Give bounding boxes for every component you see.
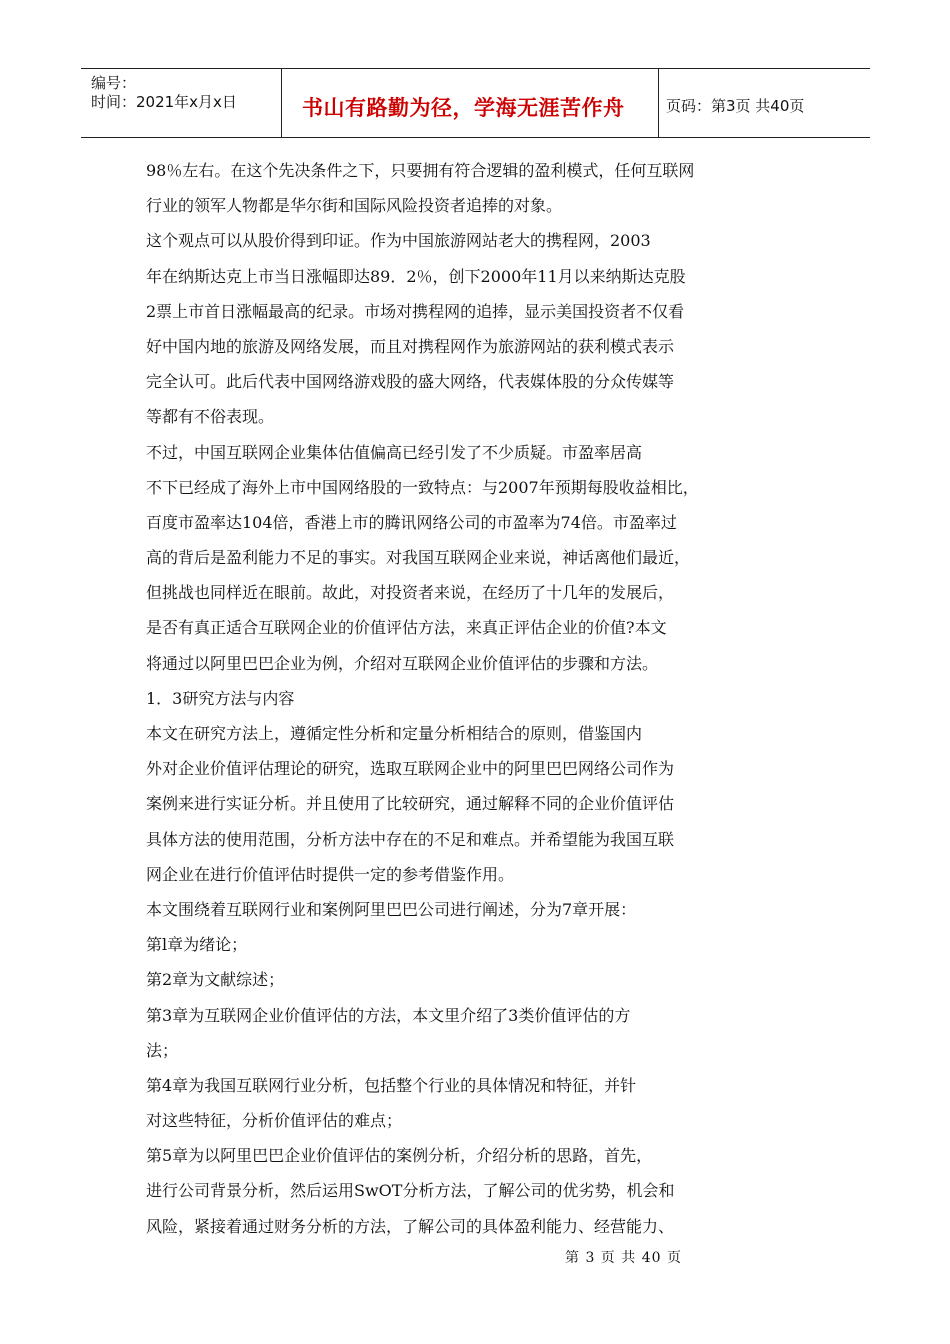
page-header [81, 68, 870, 138]
text-line: 百度市盈率达104倍，香港上市的腾讯网络公司的市盈率为74倍。市盈率过 [146, 512, 677, 532]
text-line: 将通过以阿里巴巴企业为例，介绍对互联网企业价值评估的步骤和方法。 [146, 653, 659, 673]
text-line: 是否有真正适合互联网企业的价值评估方法，来真正评估企业的价值?本文 [146, 618, 667, 638]
text-line: 本文围绕着互联网行业和案例阿里巴巴公司进行阐述，分为7章开展： [146, 899, 637, 919]
text-line: 网企业在进行价值评估时提供一定的参考借鉴作用。 [146, 864, 515, 884]
text-line: 完全认可。此后代表中国网络游戏股的盛大网络，代表媒体股的分众传媒等 [146, 372, 675, 392]
text-line: 法； [146, 1040, 179, 1060]
text-line: 第3章为互联网企业价值评估的方法，本文里介绍了3类价值评估的方 [146, 1005, 631, 1025]
text-line: 不过，中国互联网企业集体估值偏高已经引发了不少质疑。市盈率居高 [146, 442, 643, 462]
text-line: 高的背后是盈利能力不足的事实。对我国互联网企业来说，神话离他们最近， [146, 548, 691, 568]
text-line: 风险，紧接着通过财务分析的方法，了解公司的具体盈利能力、经营能力、 [146, 1216, 675, 1236]
text-line: 不下已经成了海外上市中国网络股的一致特点：与2007年预期每股收益相比， [146, 477, 699, 497]
header-page-info: 页码：第3页 共40页 [666, 97, 805, 115]
header-meta [81, 69, 281, 137]
document-body [146, 156, 726, 1247]
text-line: 好中国内地的旅游及网络发展，而且对携程网作为旅游网站的获利模式表示 [146, 336, 675, 356]
serial-number-label: 编号： [91, 74, 137, 92]
header-motto-cell [281, 69, 659, 137]
text-line: 本文在研究方法上，遵循定性分析和定量分析相结合的原则，借鉴国内 [146, 724, 643, 743]
text-line: 1．3研究方法与内容 [146, 688, 295, 708]
text-line: 但挑战也同样近在眼前。故此，对投资者来说，在经历了十几年的发展后， [146, 583, 675, 603]
text-line: 98％左右。在这个先决条件之下，只要拥有符合逻辑的盈利模式，任何互联网 [146, 161, 695, 180]
time-label: 时间：2021年x月x日 [91, 93, 237, 111]
text-line: 等都有不俗表现。 [146, 407, 275, 427]
page-footer: 第 3 页 共 40 页 [565, 1250, 682, 1266]
text-line: 这个观点可以从股价得到印证。作为中国旅游网站老大的携程网，2003 [146, 231, 651, 251]
text-line: 案例来进行实证分析。并且使用了比较研究，通过解释不同的企业价值评估 [146, 794, 675, 814]
text-line: 行业的领军人物都是华尔街和国际风险投资者追捧的对象。 [146, 196, 563, 216]
text-line: 进行公司背景分析，然后运用SwOT分析方法，了解公司的优劣势，机会和 [146, 1181, 675, 1201]
text-line: 第5章为以阿里巴巴企业价值评估的案例分析，介绍分析的思路，首先， [146, 1146, 653, 1166]
motto-text: 书山有路勤为径，学海无涯苦作舟 [302, 96, 625, 120]
text-line: 2票上市首日涨幅最高的纪录。市场对携程网的追捧，显示美国投资者不仅看 [146, 301, 685, 321]
text-line: 年在纳斯达克上市当日涨幅即达89．2％，创下2000年11月以来纳斯达克股 [146, 266, 686, 286]
text-line: 对这些特征，分析价值评估的难点； [146, 1111, 403, 1131]
text-line: 第l章为绪论； [146, 935, 248, 955]
text-line: 外对企业价值评估理论的研究，选取互联网企业中的阿里巴巴网络公司作为 [146, 759, 675, 779]
text-line: 具体方法的使用范围，分析方法中存在的不足和难点。并希望能为我国互联 [146, 829, 675, 849]
text-line: 第2章为文献综述； [146, 970, 285, 990]
text-line: 第4章为我国互联网行业分析，包括整个行业的具体情况和特征，并针 [146, 1075, 637, 1095]
